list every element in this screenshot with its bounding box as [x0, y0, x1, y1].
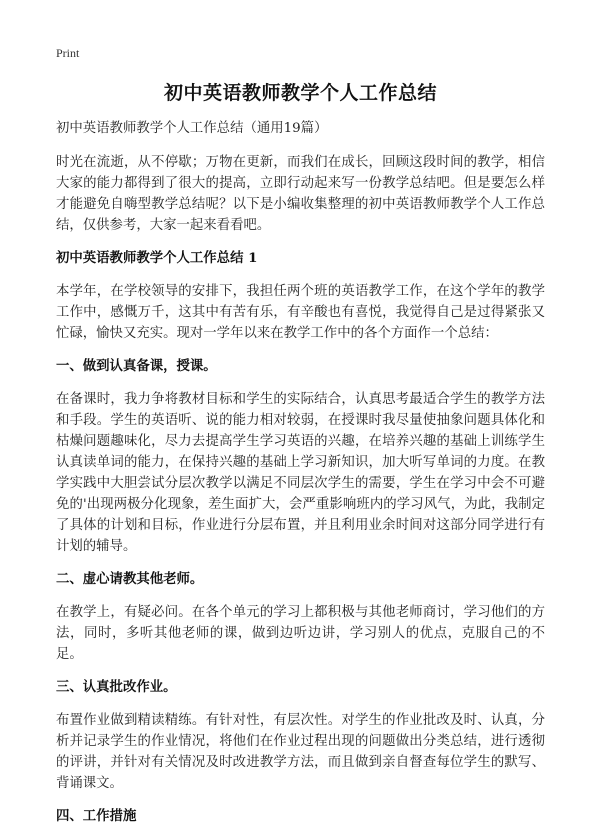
- intro-paragraph: 时光在流逝，从不停歇；万物在更新，而我们在成长，回顾这段时间的教学，相信大家的能力都得到了很大的提高，立即行动起来写一份教学总结吧。但是要怎么样才能避免自嗨型教学总结呢？以下是小编收集整理的初中英语教师教学个人工作总结，仅供参考，大家一起来看看吧。: [56, 155, 545, 233]
- document-body: [56, 118, 545, 839]
- section-body-3: 布置作业做到精读精练。有针对性，有层次性。对学生的作业批改及时、认真，分析并记录学生的作业情况，将他们在作业过程出现的问题做出分类总结，进行透彻的评讲，并针对有关情况及时改进教学方法，而且做到亲自督查每位学生的默写、背诵课文。: [56, 713, 545, 791]
- document-title: 初中英语教师教学个人工作总结: [163, 82, 437, 104]
- section-heading-1: 一、做到认真备课，授课。: [56, 358, 217, 374]
- section-heading-2: 二、虚心请教其他老师。: [56, 571, 204, 587]
- section-heading-4: 四、工作措施: [56, 808, 137, 824]
- section-heading-3: 三、认真批改作业。: [56, 679, 177, 695]
- article-intro-paragraph: 本学年，在学校领导的安排下，我担任两个班的英语教学工作，在这个学年的教学工作中，感慨万千，这其中有苦有乐，有辛酸也有喜悦，我觉得自己是过得紧张又忙碌，愉快又充实。现对一学年以来在教学工作中的各个方面作一个总结：: [56, 284, 545, 341]
- article-heading: 初中英语教师教学个人工作总结 1: [56, 250, 258, 266]
- print-link[interactable]: Print: [56, 46, 80, 60]
- section-body-1: 在备课时，我力争将教材目标和学生的实际结合，认真思考最适合学生的教学方法和手段。学生的英语听、说的能力相对较弱，在授课时我尽量使抽象问题具体化和枯燥问题趣味化，尽力去提高学生学习英语的兴趣，在培养兴趣的基础上训练学生认真读单词的能力，在保持兴趣的基础上学习新知识，加大听写单词的力度。在教学实践中大胆尝试分层次教学以满足不同层次学生的需要，学生在学习中会不可避免的'出现两极分化现象，差生面扩大，会严重影响班内的学习风气，为此，我制定了具体的计划和目标，作业进行分层布置，并且利用业余时间对这部分同学进行有计划的辅导。: [56, 392, 545, 554]
- section-body-2: 在教学上，有疑必问。在各个单元的学习上都积极与其他老师商讨，学习他们的方法，同时，多听其他老师的课，做到边听边讲，学习别人的优点，克服自己的不足。: [56, 605, 545, 662]
- document-subtitle: 初中英语教师教学个人工作总结（通用19篇）: [56, 121, 328, 136]
